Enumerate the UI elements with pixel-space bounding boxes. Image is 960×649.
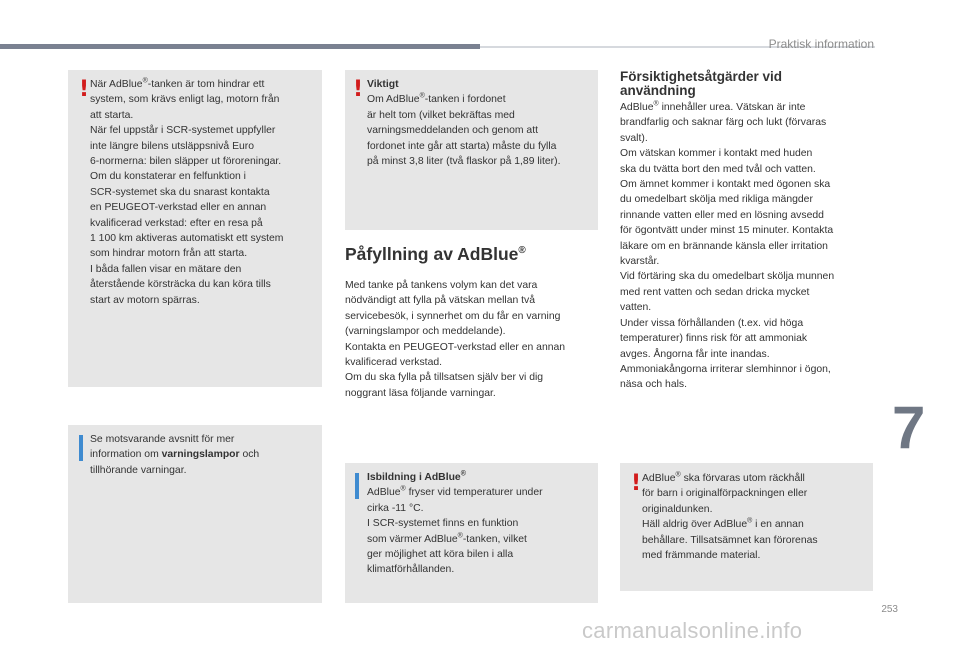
warning-box-important <box>345 70 598 230</box>
warning-line: återstående körsträcka du kan köra tills <box>90 279 271 291</box>
body-line: noggrant läsa följande varningar. <box>345 387 496 399</box>
info-line: ger möjlighet att köra bilen i alla <box>367 549 514 561</box>
info-line: cirka -11 °C. <box>367 502 424 514</box>
warning-box-empty-tank <box>68 70 322 387</box>
warning-line: SCR-systemet ska du snarast kontakta <box>90 186 270 198</box>
body-line: läkare om en brännande känsla eller irritation <box>620 240 828 252</box>
refill-heading: Påfyllning av AdBlue® <box>345 244 526 264</box>
warning-box-text <box>367 77 598 169</box>
warning-line: inte längre bilens utsläppsnivå Euro <box>90 140 255 152</box>
refill-body <box>345 278 600 401</box>
body-line: brandfarlig och saknar färg och lukt (förvaras <box>620 117 827 129</box>
warning-line: som hindrar motorn från att starta. <box>90 248 248 260</box>
info-box-text <box>367 470 598 578</box>
warning-line: AdBlue® ska förvaras utom räckhåll <box>642 471 805 484</box>
warning-line: system, som krävs enligt lag, motorn från <box>90 94 280 106</box>
body-line: (varningslampor och meddelande). <box>345 326 506 338</box>
body-line: vatten. <box>620 302 652 314</box>
body-line: Om vätskan kommer i kontakt med huden <box>620 148 813 160</box>
warning-line: 6-normerna: bilen släpper ut föroreningar. <box>90 156 282 168</box>
body-line: näsa och hals. <box>620 379 688 391</box>
page-number: 253 <box>881 604 898 615</box>
body-line: du omedelbart skölja med rikliga mängder <box>620 194 813 206</box>
warning-line: Om du konstaterar en felfunktion i <box>90 171 246 183</box>
warning-line: varningsmeddelanden och genom att <box>367 125 538 137</box>
info-box-text <box>90 432 322 478</box>
warning-line: Häll aldrig över AdBlue® i en annan <box>642 517 804 531</box>
info-line: I SCR-systemet finns en funktion <box>367 518 519 530</box>
warning-line: start av motorn spärras. <box>90 294 200 306</box>
info-bar-icon <box>79 435 83 461</box>
warning-exclamation-icon: ! <box>353 77 364 102</box>
info-box-freezing <box>345 463 598 603</box>
body-line: Om ämnet kommer i kontakt med ögonen ska <box>620 179 831 191</box>
body-line: kvarstår. <box>620 256 660 268</box>
info-line: som värmer AdBlue®-tanken, vilket <box>367 532 527 545</box>
header-rule-dark <box>0 44 480 49</box>
info-line: tillhörande varningar. <box>90 464 187 476</box>
warning-line: är helt tom (vilket bekräftas med <box>367 109 515 121</box>
warning-line: originaldunken. <box>642 503 713 515</box>
body-line: Om du ska fylla på tillsatsen själv ber vi dig <box>345 372 544 384</box>
warning-line: kvalificerad verkstad: efter en resa på <box>90 217 263 229</box>
body-line: kvalificerad verkstad. <box>345 357 443 369</box>
body-line: temperaturer) finns risk för att ammoniak <box>620 333 808 345</box>
body-line: Kontakta en PEUGEOT-verkstad eller en annan <box>345 341 566 353</box>
warning-box-text <box>90 77 322 308</box>
important-title: Viktigt <box>367 79 399 90</box>
body-line: rinnande vatten eller med en lösning avsedd <box>620 209 824 221</box>
body-line: Vid förtäring ska du omedelbart skölja munnen <box>620 271 835 283</box>
warning-line: att starta. <box>90 109 134 121</box>
precautions-heading-line: användning <box>620 83 696 98</box>
warning-line: med främmande material. <box>642 550 761 562</box>
info-bar-icon <box>355 473 359 499</box>
warning-line: Om AdBlue®-tanken i fordonet <box>367 92 506 106</box>
precautions-heading-line: Försiktighetsåtgärder vid <box>620 69 783 84</box>
body-line: AdBlue® innehåller urea. Vätskan är inte <box>620 100 806 113</box>
header-title: Praktisk information <box>768 37 874 51</box>
warning-line: fordonet inte går att starta) måste du fylla <box>367 140 557 152</box>
body-line: svalt). <box>620 132 648 144</box>
body-line: servicebesök, i synnerhet om du får en varning <box>345 310 561 322</box>
body-line: Under vissa förhållanden (t.ex. vid höga <box>620 317 804 329</box>
warning-line: behållare. Tillsatsämnet kan förorenas <box>642 534 818 546</box>
warning-line: för barn i originalförpackningen eller <box>642 488 808 500</box>
chapter-number: 7 <box>892 394 926 461</box>
warning-box-storage <box>620 463 873 591</box>
warning-line: 1 100 km aktiveras automatiskt ett system <box>90 233 284 245</box>
warning-line: en PEUGEOT-verkstad eller en annan <box>90 202 267 214</box>
warning-exclamation-icon: ! <box>79 77 90 102</box>
body-line: Med tanke på tankens volym kan det vara <box>345 280 538 291</box>
warning-lamps-reference: varningslampor <box>161 449 240 461</box>
body-line: för ögontvätt under minst 15 minuter. Kontakta <box>620 225 834 237</box>
warning-line: på minst 3,8 liter (två flaskor på 1,89 liter). <box>367 156 561 168</box>
body-line: avges. Ångorna får inte inandas. <box>620 348 770 360</box>
watermark: carmanualsonline.info <box>582 618 803 643</box>
info-line: Se motsvarande avsnitt för mer <box>90 434 235 445</box>
warning-exclamation-icon: ! <box>631 471 642 496</box>
warning-line: När fel uppstår i SCR-systemet uppfyller <box>90 125 276 137</box>
precautions-body <box>620 100 882 393</box>
warning-line: När AdBlue®-tanken är tom hindrar ett <box>90 77 265 90</box>
warning-box-text <box>642 471 873 563</box>
info-line: klimatförhållanden. <box>367 564 455 576</box>
info-box-warning-lamps <box>68 425 322 603</box>
info-line: information om varningslampor och <box>90 449 260 461</box>
info-line: AdBlue® fryser vid temperaturer under <box>367 485 543 499</box>
precautions-heading <box>620 70 870 98</box>
body-line: nödvändigt att fylla på vätskan mellan två <box>345 295 536 307</box>
freezing-title: Isbildning i AdBlue® <box>367 470 466 483</box>
warning-line: I båda fallen visar en mätare den <box>90 263 242 275</box>
body-line: Ammoniakångorna irriterar slemhinnor i ögon, <box>620 363 831 375</box>
body-line: med rent vatten och sedan dricka mycket <box>620 286 810 298</box>
body-line: ska du tvätta bort den med tvål och vatten. <box>620 163 816 175</box>
